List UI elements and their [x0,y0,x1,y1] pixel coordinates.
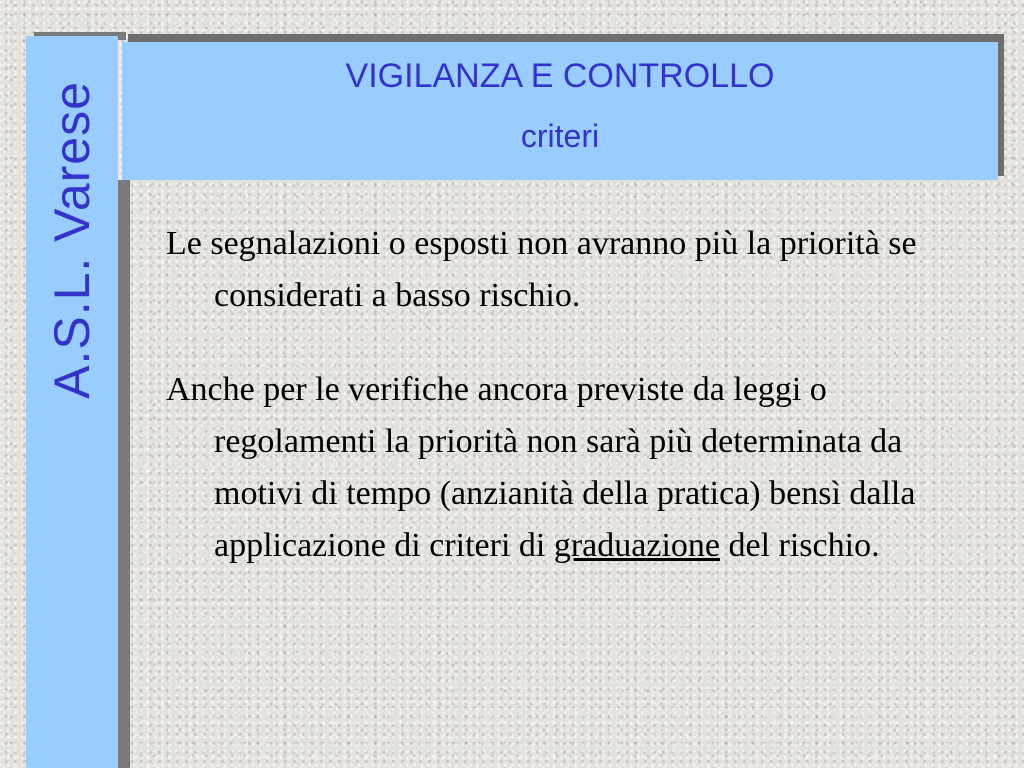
paragraph-priority: Le segnalazioni o esposti non avranno più la priorità se considerati a basso rischio. [166,225,917,314]
paragraph-verifications-end: del rischio. [720,527,880,564]
content-shadow [118,180,130,768]
slide-subtitle: criteri [520,118,600,154]
paragraph-verifications-text: Anche per le verifiche ancora previste da leggi o regolamenti la priorità non sarà più determinata da motivi di tempo (anzianità della pratica) bensì dalla applicazione di criteri di [166,371,916,564]
underlined-term: graduazione [553,527,720,564]
slide-title: VIGILANZA E CONTROLLO [345,57,775,95]
slide-body [166,218,996,614]
slide-header [122,42,998,180]
sidebar-title: A.S.L. Varese [44,81,100,399]
paragraph-verifications [166,364,996,572]
